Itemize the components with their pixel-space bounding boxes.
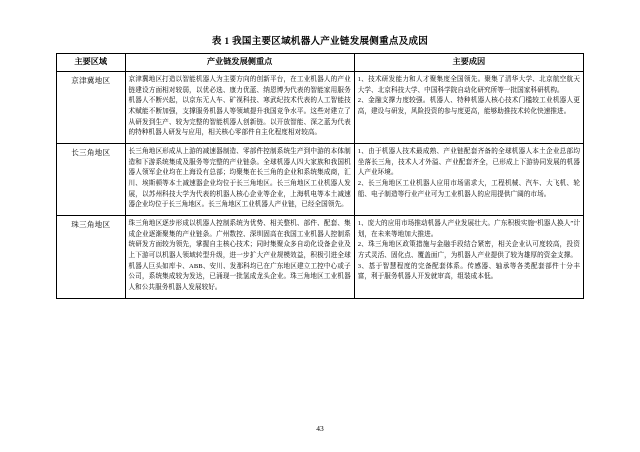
table-row — [57, 72, 584, 144]
column-header-region: 主要区域 — [57, 54, 126, 72]
table-header-row — [57, 54, 584, 72]
cause-text: 1、庞大的应用市场推动机器人产业发展壮大。广东积极实施“机器人换人”计划，在未来等地加大推进。 2、珠三角地区政策措施与金融手段结合紧密，相关企业认可度较高，投资方式灵活、固化点、覆盖面广，为机器人产业提供了较为雄厚的资金支撑。 3、基于智慧程度的完备配套体系。传感器、轴承等各类配套部件十分丰富，利于服务机器人开发就审高，组装成本低。 — [354, 216, 583, 299]
focus-text: 长三角地区形成从上游的减速器制造、零部件控制系统生产到中游的本体制造和下游系统集成及服务等完整的产业链条。全球机器人四大家族和我国机器人领军企业均在上海设有总部；均聚集在长三角的企业和系统集成商，汇川、埃斯顿等本土减速器企业均位于长三角地区。长三角地区工业机器人发展，以苏州科技大学为代表的机器人核心企业等企业，上海机电等本土减速器企业均位于长三角地区。长三角地区工业机器人产业链，已经全国领先。 — [125, 144, 354, 216]
region-name: 长三角地区 — [57, 144, 126, 216]
focus-text: 京津冀地区打造以智能机器人为主要方向的创新平台，在工业机器人的产业链建设方面相对较弱，以优必选、康力优蓝、纳恩博为代表的智能家用服务机器人不断兴起，以京东无人车、矿视科技、寒武纪技术代表的人工智能技术赋能不断加强，支撑服务机器人等领域提升我国竞争水平。这些对建立了从研发到生产、较为完整的智能机器人创新链。以开放智能、深之蓝为代表的特种机器人研发与应用，相关核心零部件自主化程度相对较高。 — [125, 72, 354, 144]
region-name: 京津冀地区 — [57, 72, 126, 144]
column-header-cause: 主要成因 — [354, 54, 583, 72]
page-number: 43 — [316, 424, 324, 433]
column-header-focus: 产业链发展侧重点 — [125, 54, 354, 72]
page-title: 表 1 我国主要区域机器人产业链发展侧重点及成因 — [211, 37, 429, 47]
industry-chain-table — [56, 53, 584, 298]
focus-text: 珠三角地区逐步形成以机器人控制系统为优势、相关整机、部件、配套、集成企业逐渐聚集的产业链条。广州数控、深圳固高在我国工业机器人控制系统研发方面较为领先，掌握自主核心技术；同时集聚众多自动化设备企业及上下游可以机器人领域转型升级，进一步扩大产业规模效益，积极引进全球机器人巨头如库卡、ABB、安川、发那科均已在广东地区建立工控中心或子公司，系统集成较为发达，已涌现一批氢成龙头企业。珠三角地区工业机器人和公共服务机器人发展较好。 — [125, 216, 354, 299]
table-row — [57, 216, 584, 299]
cause-text: 1、技术研发能力和人才聚集度全国领先。聚集了清华大学、北京航空航天大学、北京科技大学、中国科学院自动化研究所等一批国家科研机构。 2、金融支撑力度较强。机器人、特种机器人核心技术门槛较工业机器人更高，建设与研发，风险投资的参与度更高，能够助推技术转化快速推进。 — [354, 72, 583, 144]
cause-text: 1、由于机器人技术最成熟、产业链配套齐备的全球机器人本土企业总部均坐落长三角，技术人才外溢、产业配套齐全，已形成上下游协同发展的机器人产业环境。 2、长三角地区工业机器人应用市场需求大，工程机械、汽车、大飞机、轮船、电子制造等行业产业可为工业机器人的应用提供广阔的市场。 — [354, 144, 583, 216]
region-name: 珠三角地区 — [57, 216, 126, 299]
table-row — [57, 144, 584, 216]
